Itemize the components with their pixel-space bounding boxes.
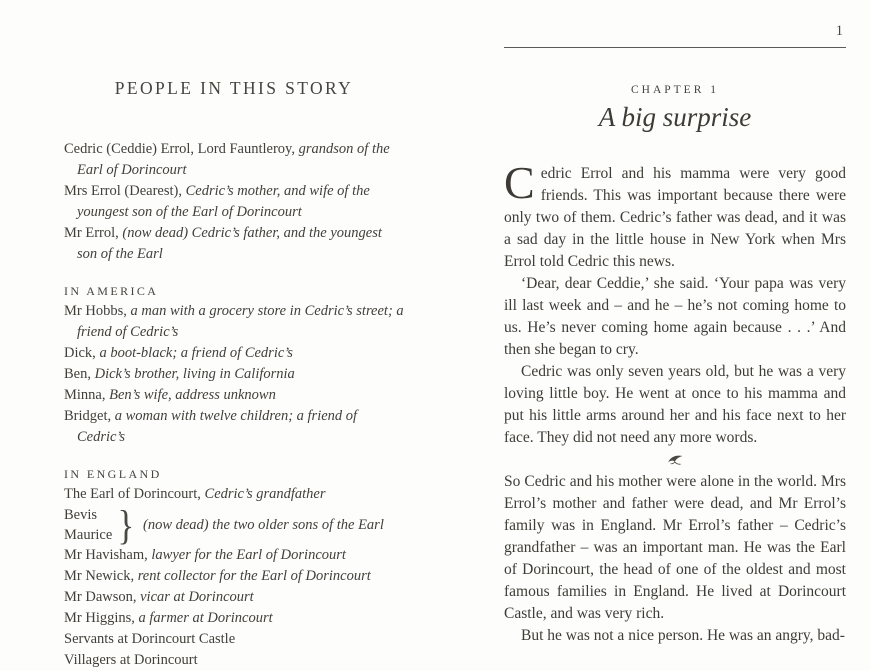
cast-role: Dick’s brother, living in California [94, 366, 295, 382]
paragraph: Cedric was only seven years old, but he was a very loving little boy. He went at once to his mamma and put his little arms around her and his face next to her face. They did not need any more words. [504, 363, 846, 446]
cast-entry [64, 545, 404, 566]
cast-name: Mr Newick, [64, 568, 135, 584]
paragraph [504, 157, 846, 273]
section-heading-america: IN AMERICA [64, 284, 159, 298]
cast-name: Mrs Errol (Dearest), [64, 183, 182, 199]
cast-entry [64, 364, 404, 385]
cast-role: lawyer for the Earl of Dorincourt [151, 547, 346, 563]
cast-name: Mr Havisham, [64, 547, 148, 563]
cast-role: a farmer at Dorincourt [138, 610, 273, 626]
cast-name: Ben, [64, 366, 91, 382]
cast-entry [64, 587, 404, 608]
cast-entry [64, 406, 404, 448]
drop-cap: C [504, 157, 535, 208]
cast-name: Mr Errol, [64, 225, 119, 241]
header-rule [504, 47, 846, 48]
paragraph: So Cedric and his mother were alone in the world. Mrs Errol’s mother and father were dead, and Mr Errol’s family was in England. Mr Errol’s father – Cedric’s grandfather – was an important man. He was the Earl of Dorincourt, the head of one of the oldest and most famous families in England. He lived at Dorincourt Castle, and was very rich. [504, 473, 846, 622]
cast-role: Ben’s wife, address unknown [109, 387, 276, 403]
cast-entry [64, 181, 404, 223]
chapter-body [504, 157, 846, 647]
cast-entry [64, 650, 404, 671]
cast-role: (now dead) Cedric’s father, and the youngest son of the Earl [77, 225, 382, 262]
cast-entry [64, 566, 404, 587]
cast-name: Minna, [64, 387, 106, 403]
paragraph: ‘Dear, dear Ceddie,’ she said. ‘Your papa was very ill last week and – and he – he’s not coming home to us. He’s never coming home again because . . .’ And then she began to cry. [504, 275, 846, 358]
cast-name: Villagers at Dorincourt [64, 652, 198, 668]
cast-name: Mr Dawson, [64, 589, 137, 605]
cast-role: grandson of the Earl of Dorincourt [77, 141, 390, 178]
cast-name: Mr Hobbs, [64, 303, 127, 319]
cast-role: (now dead) the two older sons of the Earl [143, 516, 384, 533]
paragraph-text: edric Errol and his mamma were very good friends. This was important because there were only two of them. Cedric’s father was dead, and it was a sad day in the little house in New York when Mrs Errol told Cedric this news. [504, 165, 846, 270]
cast-name: Mr Higgins, [64, 610, 135, 626]
cast-entry [64, 301, 404, 343]
cast-title: PEOPLE IN THIS STORY [114, 78, 354, 98]
chapter-label: CHAPTER 1 [630, 84, 720, 96]
right-page [435, 0, 870, 669]
paragraph: But he was not a nice person. He was an angry, bad- [521, 627, 845, 644]
cast-role: rent collector for the Earl of Dorincourt [137, 568, 371, 584]
brothers-names [64, 505, 112, 545]
cast-name: The Earl of Dorincourt, [64, 486, 201, 502]
page-number: 1 [835, 23, 843, 39]
cast-entry [64, 385, 404, 406]
cast-role: vicar at Dorincourt [140, 589, 254, 605]
chapter-title: A big surprise [598, 102, 752, 132]
cast-name: Servants at Dorincourt Castle [64, 631, 236, 647]
cast-name: Bridget, [64, 408, 112, 424]
cast-entry-brothers [64, 502, 404, 548]
cast-role: a man with a grocery store in Cedric’s street; a friend of Cedric’s [77, 303, 404, 340]
section-heading-england: IN ENGLAND [64, 467, 162, 481]
cast-role: a boot-black; a friend of Cedric’s [99, 345, 293, 361]
cast-name: Dick, [64, 345, 96, 361]
fleuron-icon [504, 449, 846, 471]
cast-list [64, 78, 404, 671]
cast-name: Maurice [64, 527, 113, 543]
cast-entry [64, 629, 404, 650]
cast-name: Bevis [64, 507, 98, 523]
cast-entry [64, 608, 404, 629]
curly-brace-glyph: } [117, 502, 135, 548]
cast-role: Cedric’s mother, and wife of the youngest son of the Earl of Dorincourt [77, 183, 370, 220]
cast-entry [64, 484, 404, 505]
cast-entry [64, 343, 404, 364]
cast-role: Cedric’s grandfather [204, 486, 326, 502]
cast-entry [64, 139, 404, 181]
cast-role: a woman with twelve children; a friend of Cedric’s [77, 408, 358, 445]
cast-entry [64, 223, 404, 265]
cast-name: Cedric (Ceddie) Errol, Lord Fauntleroy, [64, 141, 295, 157]
left-page [0, 0, 435, 669]
